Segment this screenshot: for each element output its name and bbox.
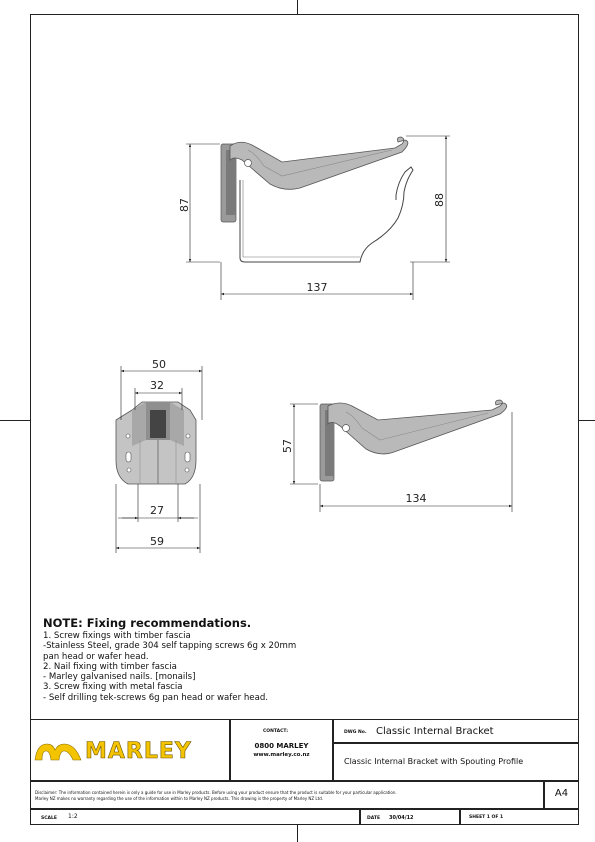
date-label: DATE (367, 816, 381, 821)
marley-logo-mark (33, 740, 83, 764)
logo-cell (30, 719, 230, 781)
paper-size-cell (544, 781, 579, 809)
top-view-bracket-with-spouting (221, 137, 413, 262)
contact-label: CONTACT: (263, 729, 289, 734)
scale-value: 1:2 (68, 813, 78, 820)
note-line: 1. Screw fixings with timber fascia (43, 631, 191, 641)
note-line: pan head or wafer head. (43, 651, 149, 662)
contact-phone: 0800 MARLEY (254, 742, 309, 750)
dim-32: 32 (150, 379, 164, 392)
fixing-notes (43, 616, 343, 703)
disclaimer-line-2: Marley NZ makes no warranty regarding the use of the information within to Marley NZ products. This drawing is the property of Marley NZ Ltd. (35, 796, 324, 801)
note-line: - Marley galvanised nails. [monails] (43, 672, 196, 683)
dim-57: 57 (281, 439, 294, 453)
contact-website[interactable]: www.marley.co.nz (253, 752, 310, 758)
dim-137: 137 (306, 281, 328, 294)
brand-name: MARLEY (85, 739, 192, 764)
scale-label: SCALE (41, 816, 57, 821)
dwg-number-cell (333, 719, 579, 743)
dwg-label: DWG No. (344, 730, 367, 735)
dim-59: 59 (150, 535, 164, 548)
dim-134: 134 (405, 492, 427, 505)
dim-87: 87 (178, 198, 191, 212)
contact-cell (230, 719, 333, 781)
paper-size: A4 (554, 788, 569, 799)
sheet-label: SHEET 1 OF 1 (469, 815, 504, 820)
dim-27: 27 (150, 504, 164, 517)
note-line: - Self drilling tek-screws 6g pan head or wafer head. (43, 692, 269, 703)
description-cell (333, 743, 579, 781)
notes-title: NOTE: Fixing recommendations. (43, 616, 252, 630)
drawing-description: Classic Internal Bracket with Spouting Profile (344, 757, 524, 766)
marley-logo (33, 739, 192, 764)
title-block (30, 719, 579, 825)
dim-50: 50 (152, 358, 166, 371)
disclaimer-cell (30, 781, 544, 809)
dwg-number: Classic Internal Bracket (376, 726, 494, 737)
dim-88: 88 (433, 193, 446, 207)
date-value: 30/04/12 (389, 815, 414, 821)
front-view-bracket (116, 402, 196, 484)
sheet-cell (460, 809, 579, 825)
disclaimer-line-1: Disclaimer: The information contained herein is only a guide for use in Marley products. Before using your product ensure that the product is suitable for your particular application. (35, 790, 397, 795)
date-cell (360, 809, 460, 825)
scale-cell (30, 809, 381, 825)
note-line: 3. Screw fixing with metal fascia (43, 682, 183, 693)
side-view-bracket (320, 400, 507, 481)
note-line: 2. Nail fixing with timber fascia (43, 661, 177, 672)
note-line: -Stainless Steel, grade 304 self tapping screws 6g x 20mm (43, 641, 297, 652)
